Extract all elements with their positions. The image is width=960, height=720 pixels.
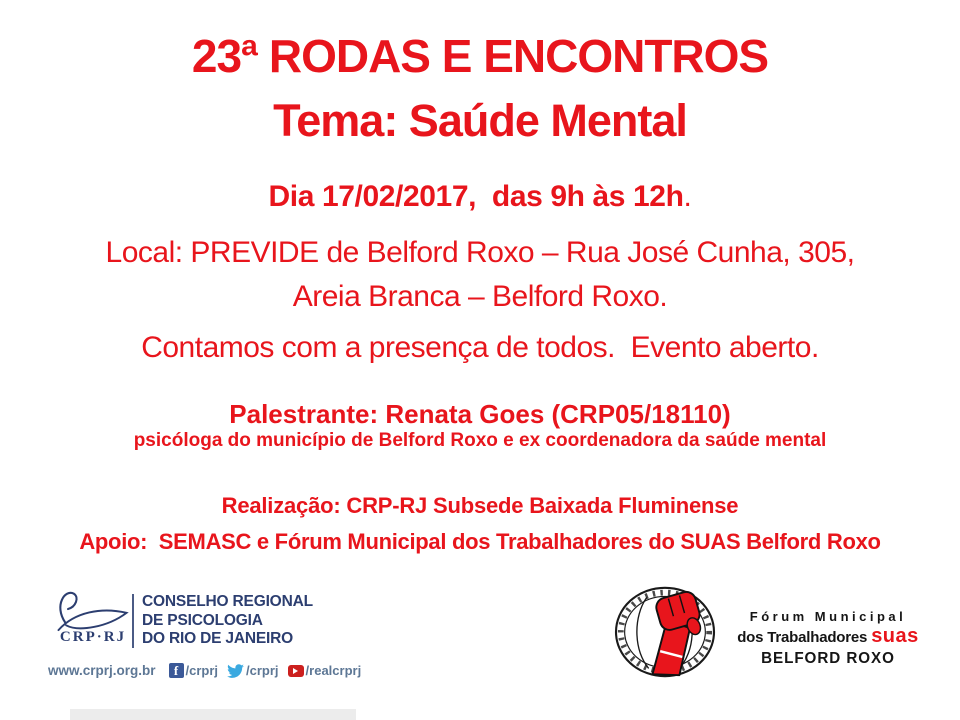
forum-text-block	[722, 609, 934, 668]
event-invitation: Contamos com a presença de todos. Evento aberto.	[141, 331, 819, 364]
logo-divider	[132, 594, 134, 648]
crp-full-name	[142, 593, 313, 649]
event-date-line	[0, 181, 960, 213]
flyer-title: 23ª RODAS E ENCONTROS	[191, 30, 769, 82]
bird-line-art-icon	[48, 586, 136, 632]
twitter-handle-item	[227, 663, 279, 678]
crp-social-row	[48, 663, 361, 678]
credits-realization: Realização: CRP-RJ Subsede Baixada Fluminense	[221, 493, 739, 518]
twitter-icon	[227, 664, 244, 678]
crp-website: www.crprj.org.br	[48, 663, 156, 678]
forum-line3: BELFORD ROXO	[761, 650, 895, 667]
youtube-icon	[288, 665, 304, 677]
facebook-handle: /crprj	[185, 663, 219, 678]
twitter-handle: /crprj	[246, 663, 279, 678]
forum-line2	[722, 625, 934, 648]
facebook-handle-item	[169, 663, 219, 678]
event-date-period: .	[683, 180, 692, 213]
flyer-subtitle: Tema: Saúde Mental	[273, 95, 687, 146]
event-date-text: Dia 17/02/2017, das 9h às 12h	[268, 180, 684, 213]
crp-name-line3: DO RIO DE JANEIRO	[142, 630, 294, 647]
crp-name-line2: DE PSICOLOGIA	[142, 611, 263, 629]
forum-line1: Fórum Municipal	[749, 609, 907, 624]
credits-support: Apoio: SEMASC e Fórum Municipal dos Trabalhadores do SUAS Belford Roxo	[79, 529, 881, 554]
forum-line2-suas: suas	[871, 625, 919, 647]
youtube-handle-item	[288, 663, 362, 678]
crp-rj-logo	[36, 586, 362, 686]
event-location-line2: Areia Branca – Belford Roxo.	[292, 280, 668, 313]
crp-acronym: CRP·RJ	[59, 629, 127, 645]
facebook-icon: f	[169, 663, 184, 678]
crp-name-line1: CONSELHO REGIONAL	[142, 593, 313, 610]
bottom-gray-bar	[70, 709, 356, 720]
forum-suas-logo	[610, 580, 950, 682]
event-location-line1: Local: PREVIDE de Belford Roxo – Rua José Cunha, 305,	[105, 236, 855, 269]
raised-fist-icon	[612, 582, 718, 680]
forum-line2-black: dos Trabalhadores	[737, 629, 868, 646]
speaker-bio: psicóloga do município de Belford Roxo e ex coordenadora da saúde mental	[133, 430, 827, 451]
youtube-handle: /realcrprj	[305, 663, 362, 678]
speaker-name: Palestrante: Renata Goes (CRP05/18110)	[229, 399, 731, 429]
